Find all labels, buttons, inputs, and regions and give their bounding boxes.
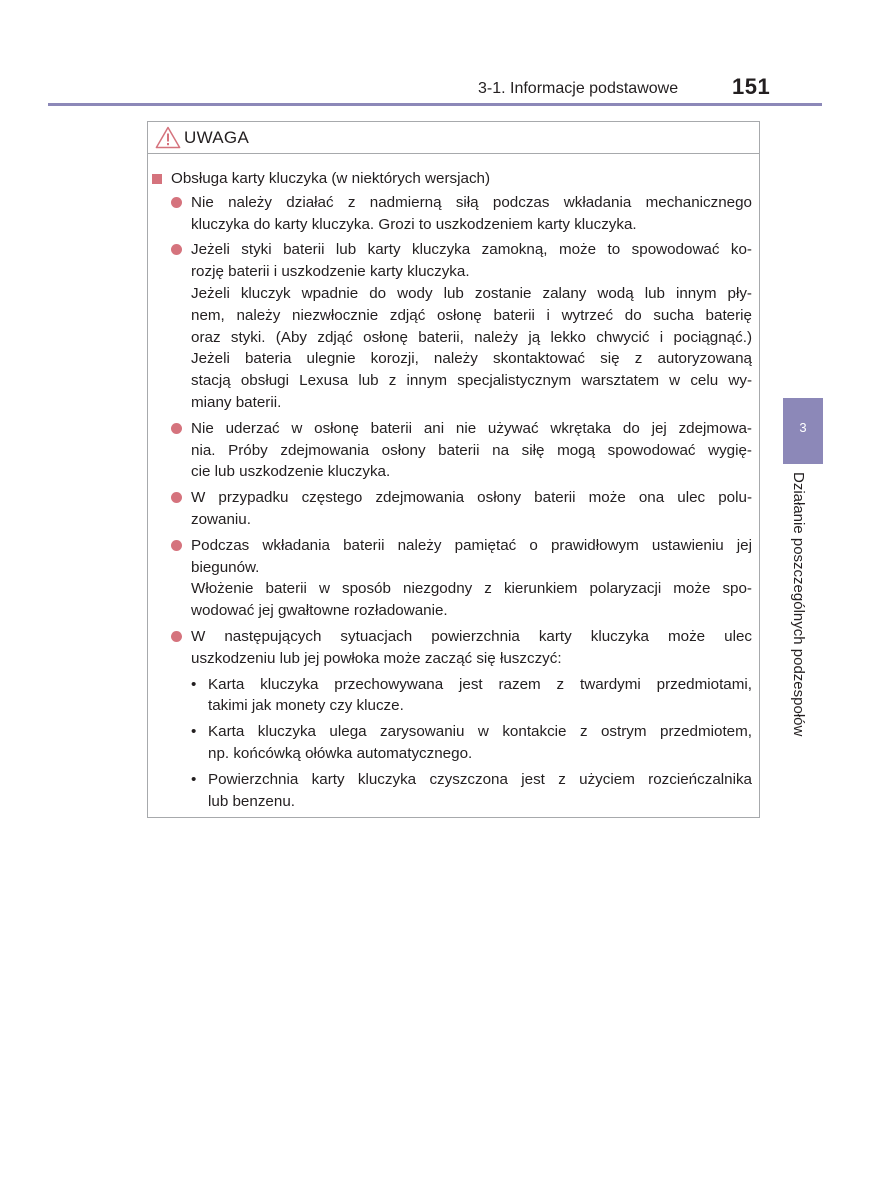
header-rule: [48, 103, 822, 106]
circle-bullet-icon: [171, 244, 182, 255]
text-line: W przypadku częstego zdejmowania osłony baterii może ona ulec polu-: [191, 489, 752, 507]
bullet-item: [152, 192, 752, 236]
circle-bullet-icon: [171, 423, 182, 434]
chapter-number: 3: [799, 420, 807, 435]
caution-box: [147, 121, 760, 818]
text-line: Karta kluczyka ulega zarysowaniu w kontakcie z ostrym przedmiotem,: [208, 723, 752, 741]
text-line: Karta kluczyka przechowywana jest razem z twardymi przedmiotami,: [208, 675, 752, 693]
text-line: nia. Próby zdejmowania osłony baterii na siłę mogą spowodować wygię-: [191, 441, 752, 459]
text-line: biegunów.: [191, 558, 260, 576]
section-heading-text: Obsługa karty kluczyka (w niektórych wersjach): [171, 170, 491, 187]
page-number: 151: [732, 74, 771, 99]
text-line: Włożenie baterii w sposób niezgodny z kierunkiem polaryzacji może spo-: [191, 580, 752, 598]
text-line: lub benzenu.: [208, 792, 295, 810]
caution-title: UWAGA: [184, 128, 250, 147]
text-line: Podczas wkładania baterii należy pamiętać o prawidłowym ustawieniu jej: [191, 536, 752, 554]
section-heading: [152, 168, 752, 190]
text-line: miany baterii.: [191, 393, 282, 411]
circle-bullet-icon: [171, 492, 182, 503]
text-line: nem, należy niezwłocznie zdjąć osłonę baterii i wytrzeć do sucha baterię: [191, 306, 752, 324]
running-header-section: 3-1. Informacje podstawowe: [478, 80, 679, 97]
warning-triangle-icon: [155, 126, 181, 149]
sub-list-item: [191, 769, 752, 813]
text-line: np. końcówką ołówka automatycznego.: [208, 744, 473, 762]
sub-list-item: [191, 721, 752, 765]
text-line: stacją obsługi Lexusa lub z innym specjalistycznym warsztatem w celu wy-: [191, 372, 752, 390]
text-line: wodować jej gwałtowne rozładowanie.: [191, 602, 448, 620]
text-line: zowaniu.: [191, 510, 251, 528]
chapter-tab: [783, 398, 823, 464]
text-line: takimi jak monety czy klucze.: [208, 697, 404, 715]
text-line: Jeżeli kluczyk wpadnie do wody lub zostanie zalany wodą lub innym pły-: [191, 284, 752, 302]
caution-content: [152, 168, 752, 816]
text-line: kluczyka do karty kluczyka. Grozi to uszkodzeniem karty kluczyka.: [191, 215, 637, 233]
sub-bullet-marker: •: [191, 675, 197, 693]
text-line: Jeżeli styki baterii lub karty kluczyka zamokną, może to spowodować ko-: [191, 241, 752, 259]
text-line: Powierzchnia karty kluczyka czyszczona jest z użyciem rozcieńczalnika: [208, 770, 752, 788]
bullet-item: [152, 239, 752, 413]
bullet-item: [152, 626, 752, 812]
text-line: W następujących sytuacjach powierzchnia karty kluczyka może ulec: [191, 627, 752, 645]
sub-list-item: [191, 674, 752, 718]
text-line: rozję baterii i uszkodzenie karty kluczyka.: [191, 263, 470, 281]
text-line: Nie należy działać z nadmierną siłą podczas wkładania mechanicznego: [191, 193, 752, 211]
chapter-title-vertical: Działanie poszczególnych podzespołów: [790, 472, 807, 737]
text-line: Nie uderzać w osłonę baterii ani nie używać wkrętaka do jej zdejmowa-: [191, 419, 752, 437]
text-line: oraz styki. (Aby zdjąć osłonę baterii, należy ją lekko chwycić i pociągnąć.): [191, 328, 752, 346]
bullet-item: [152, 535, 752, 622]
sub-bullet-marker: •: [191, 770, 197, 788]
sub-bullet-marker: •: [191, 723, 197, 741]
caution-header: [148, 122, 759, 154]
circle-bullet-icon: [171, 540, 182, 551]
bullet-item: [152, 418, 752, 483]
bullet-item: [152, 487, 752, 531]
text-line: Jeżeli bateria ulegnie korozji, należy skontaktować się z autoryzowaną: [191, 350, 752, 368]
circle-bullet-icon: [171, 197, 182, 208]
sub-list: [191, 674, 752, 813]
square-bullet-icon: [152, 174, 162, 184]
text-line: cie lub uszkodzenie kluczyka.: [191, 463, 391, 481]
text-line: uszkodzeniu lub jej powłoka może zacząć się łuszczyć:: [191, 649, 562, 667]
circle-bullet-icon: [171, 631, 182, 642]
